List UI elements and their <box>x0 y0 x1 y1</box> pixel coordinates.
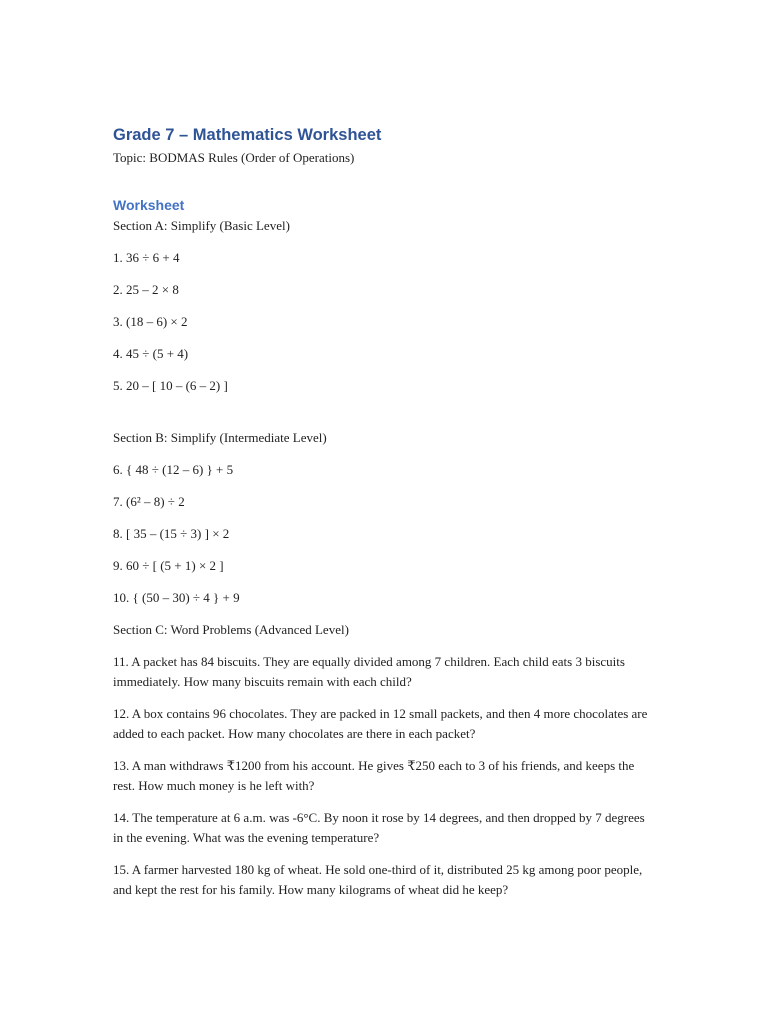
section-a <box>113 217 673 395</box>
section-c <box>113 621 673 899</box>
question-4: 4. 45 ÷ (5 + 4) <box>113 346 189 361</box>
question-1: 1. 36 ÷ 6 + 4 <box>113 250 180 265</box>
question-3: 3. (18 – 6) × 2 <box>113 314 188 329</box>
question-10: 10. { (50 – 30) ÷ 4 } + 9 <box>113 590 240 605</box>
question-6: 6. { 48 ÷ (12 – 6) } + 5 <box>113 462 234 477</box>
question-2: 2. 25 – 2 × 8 <box>113 282 179 297</box>
question-5: 5. 20 – [ 10 – (6 – 2) ] <box>113 378 228 393</box>
section-c-label: Section C: Word Problems (Advanced Level) <box>113 622 349 637</box>
worksheet-title: Grade 7 – Mathematics Worksheet <box>113 126 382 144</box>
question-13: 13. A man withdraws ₹1200 from his account. He gives ₹250 each to 3 of his friends, and keeps the rest. How much money is he left with? <box>113 758 635 793</box>
question-9: 9. 60 ÷ [ (5 + 1) × 2 ] <box>113 558 224 573</box>
question-11: 11. A packet has 84 biscuits. They are equally divided among 7 children. Each child eats 3 biscuits immediately. How many biscuits remain with each child? <box>113 654 625 689</box>
section-a-questions <box>113 249 673 395</box>
question-15: 15. A farmer harvested 180 kg of wheat. He sold one-third of it, distributed 25 kg among poor people, and kept the rest for his family. How many kilograms of wheat did he keep? <box>113 862 643 897</box>
section-c-questions <box>113 652 673 899</box>
section-a-label: Section A: Simplify (Basic Level) <box>113 218 290 233</box>
worksheet-heading: Worksheet <box>113 197 185 213</box>
section-b-questions <box>113 461 673 607</box>
worksheet-topic: Topic: BODMAS Rules (Order of Operations) <box>113 150 355 165</box>
question-8: 8. [ 35 – (15 ÷ 3) ] × 2 <box>113 526 230 541</box>
question-14: 14. The temperature at 6 a.m. was -6°C. By noon it rose by 14 degrees, and then dropped by 7 degrees in the evening. What was the evening temperature? <box>113 810 645 845</box>
section-b-label: Section B: Simplify (Intermediate Level) <box>113 430 327 445</box>
question-7: 7. (6² – 8) ÷ 2 <box>113 494 185 509</box>
question-12: 12. A box contains 96 chocolates. They are packed in 12 small packets, and then 4 more chocolates are added to each packet. How many chocolates are there in each packet? <box>113 706 648 741</box>
worksheet-page <box>113 124 673 899</box>
section-b <box>113 429 673 607</box>
